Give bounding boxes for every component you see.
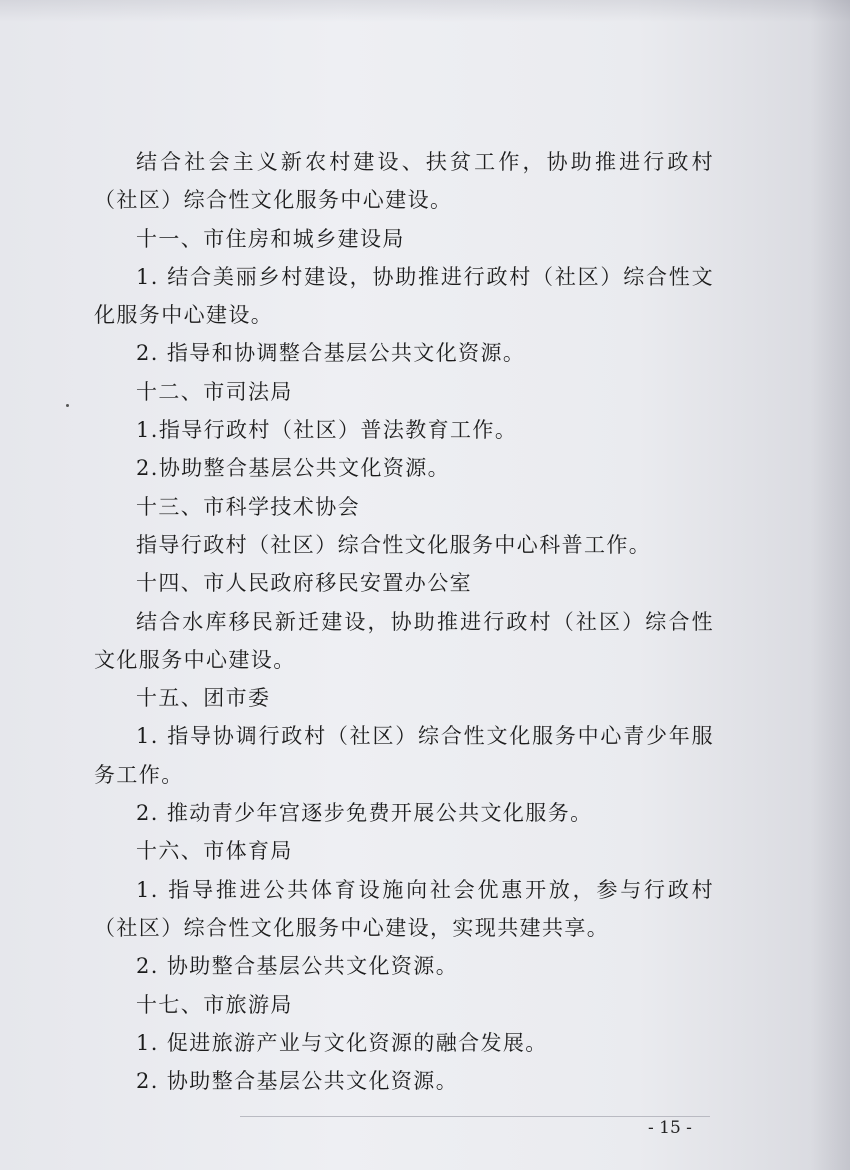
document-body [94,143,714,1100]
section-heading: 十七、市旅游局 [136,992,293,1017]
section-heading: 十三、市科学技术协会 [136,494,360,519]
paragraph: 结合水库移民新迁建设，协助推进行政村（社区）综合性文化服务中心建设。 [94,609,714,672]
paragraph: 2. 指导和协调整合基层公共文化资源。 [136,341,526,366]
paragraph: 1. 促进旅游产业与文化资源的融合发展。 [136,1030,548,1055]
section-heading: 十五、团市委 [136,686,271,711]
paragraph: 2. 推动青少年宫逐步免费开展公共文化服务。 [136,801,593,826]
paragraph: 1.指导行政村（社区）普法教育工作。 [136,418,518,443]
paragraph: 1. 结合美丽乡村建设，协助推进行政村（社区）综合性文化服务中心建设。 [94,264,714,328]
paragraph: 指导行政村（社区）综合性文化服务中心科普工作。 [136,532,652,557]
section-heading: 十一、市住房和城乡建设局 [136,226,405,251]
section-heading: 十六、市体育局 [136,839,293,864]
scan-edge-shadow [810,0,850,1170]
scan-speck [66,404,69,407]
paragraph: 结合社会主义新农村建设、扶贫工作，协助推进行政村（社区）综合性文化服务中心建设。 [94,150,714,213]
paragraph: 1. 指导协调行政村（社区）综合性文化服务中心青少年服务工作。 [94,724,714,787]
paragraph: 2.协助整合基层公共文化资源。 [136,456,451,481]
footer-divider [240,1116,710,1117]
paragraph: 2. 协助整合基层公共文化资源。 [136,1069,459,1094]
page-number: - 15 - [648,1118,692,1138]
scan-top-shadow [0,0,850,22]
paragraph: 1. 指导推进公共体育设施向社会优惠开放，参与行政村（社区）综合性文化服务中心建设，实现共建共享。 [94,877,714,940]
paragraph: 2. 协助整合基层公共文化资源。 [136,954,459,979]
section-heading: 十二、市司法局 [136,379,293,404]
section-heading: 十四、市人民政府移民安置办公室 [136,571,472,596]
